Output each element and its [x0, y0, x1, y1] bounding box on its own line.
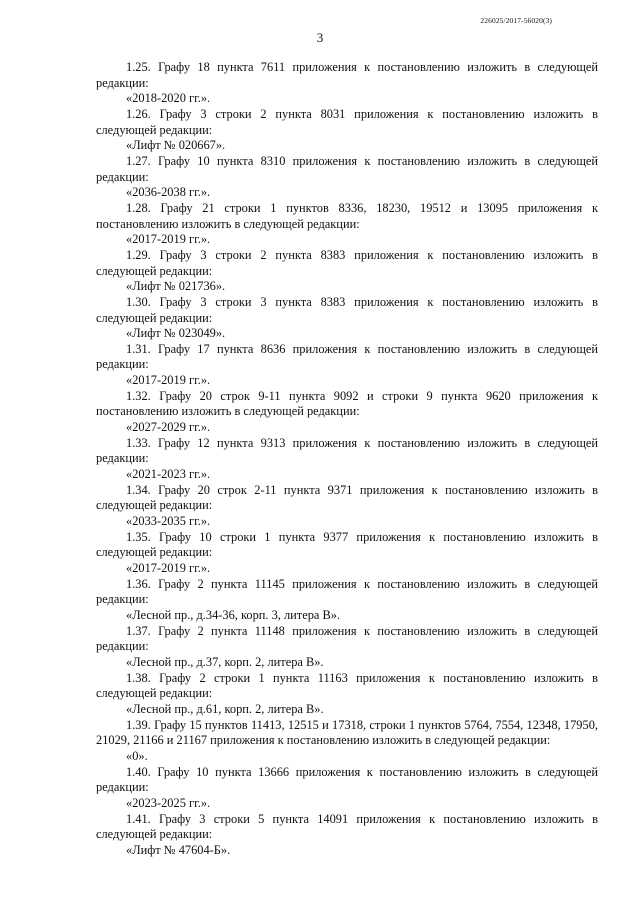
- list-item: [96, 671, 598, 718]
- list-item: [96, 295, 598, 342]
- item-text: 1.39. Графу 15 пунктов 11413, 12515 и 17318, строки 1 пунктов 5764, 7554, 12348, 17950, 21029, 21166 и 21167 приложения к постановлению изложить в следующей редакции:: [96, 717, 598, 748]
- list-item: [96, 342, 598, 389]
- page-number: 3: [316, 30, 324, 45]
- list-item: [96, 718, 598, 765]
- document-body: [96, 60, 598, 858]
- item-quote: «Лесной пр., д.34-36, корп. 3, литера В».: [126, 607, 341, 622]
- item-quote: «2017-2019 гг.».: [126, 373, 211, 388]
- item-text: 1.30. Графу 3 строки 3 пункта 8383 приложения к постановлению изложить в следующей редакции:: [96, 294, 598, 325]
- item-text: 1.34. Графу 20 строк 2-11 пункта 9371 приложения к постановлению изложить в следующей редакции:: [96, 482, 598, 513]
- item-quote: «Лифт № 47604-Б».: [126, 842, 231, 857]
- item-quote: «Лифт № 021736».: [126, 279, 226, 294]
- list-item: [96, 812, 598, 859]
- list-item: [96, 765, 598, 812]
- item-quote: «Лифт № 023049».: [126, 326, 226, 341]
- item-text: 1.32. Графу 20 строк 9-11 пункта 9092 и строки 9 пункта 9620 приложения к постановлению изложить в следующей редакции:: [96, 388, 598, 419]
- list-item: [96, 530, 598, 577]
- list-item: [96, 389, 598, 436]
- list-item: [96, 577, 598, 624]
- item-quote: «2021-2023 гг.».: [126, 467, 211, 482]
- document-id: 226025/2017-56020(3): [480, 16, 552, 25]
- item-text: 1.41. Графу 3 строки 5 пункта 14091 приложения к постановлению изложить в следующей редакции:: [96, 811, 598, 842]
- item-text: 1.29. Графу 3 строки 2 пункта 8383 приложения к постановлению изложить в следующей редакции:: [96, 247, 598, 278]
- item-text: 1.40. Графу 10 пункта 13666 приложения к постановлению изложить в следующей редакции:: [96, 764, 598, 795]
- item-quote: «2027-2029 гг.».: [126, 420, 211, 435]
- item-text: 1.37. Графу 2 пункта 11148 приложения к постановлению изложить в следующей редакции:: [96, 623, 598, 654]
- list-item: [96, 624, 598, 671]
- item-quote: «2036-2038 гг.».: [126, 185, 211, 200]
- list-item: [96, 107, 598, 154]
- item-text: 1.36. Графу 2 пункта 11145 приложения к постановлению изложить в следующей редакции:: [96, 576, 598, 607]
- item-quote: «2033-2035 гг.».: [126, 514, 211, 529]
- list-item: [96, 154, 598, 201]
- list-item: [96, 60, 598, 107]
- item-quote: «Лесной пр., д.37, корп. 2, литера В».: [126, 654, 324, 669]
- item-text: 1.28. Графу 21 строки 1 пунктов 8336, 18230, 19512 и 13095 приложения к постановлению изложить в следующей редакции:: [96, 200, 598, 231]
- item-quote: «2017-2019 гг.».: [126, 561, 211, 575]
- item-quote: «0».: [126, 748, 148, 763]
- item-quote: «2017-2019 гг.».: [126, 232, 211, 247]
- item-text: 1.27. Графу 10 пункта 8310 приложения к постановлению изложить в следующей редакции:: [96, 153, 598, 184]
- list-item: [96, 201, 598, 248]
- item-text: 1.35. Графу 10 строки 1 пункта 9377 приложения к постановлению изложить в следующей редакции:: [96, 529, 598, 560]
- item-text: 1.26. Графу 3 строки 2 пункта 8031 приложения к постановлению изложить в следующей редакции:: [96, 106, 598, 137]
- item-quote: «Лесной пр., д.61, корп. 2, литера В».: [126, 701, 324, 716]
- item-text: 1.38. Графу 2 строки 1 пункта 11163 приложения к постановлению изложить в следующей редакции:: [96, 670, 598, 701]
- item-text: 1.31. Графу 17 пункта 8636 приложения к постановлению изложить в следующей редакции:: [96, 341, 598, 372]
- list-item: [96, 248, 598, 295]
- item-quote: «2018-2020 гг.».: [126, 91, 211, 106]
- item-quote: «2023-2025 гг.».: [126, 795, 211, 810]
- item-text: 1.33. Графу 12 пункта 9313 приложения к постановлению изложить в следующей редакции:: [96, 435, 598, 466]
- item-text: 1.25. Графу 18 пункта 7611 приложения к постановлению изложить в следующей редакции:: [96, 60, 598, 90]
- list-item: [96, 436, 598, 483]
- list-item: [96, 483, 598, 530]
- item-quote: «Лифт № 020667».: [126, 138, 226, 153]
